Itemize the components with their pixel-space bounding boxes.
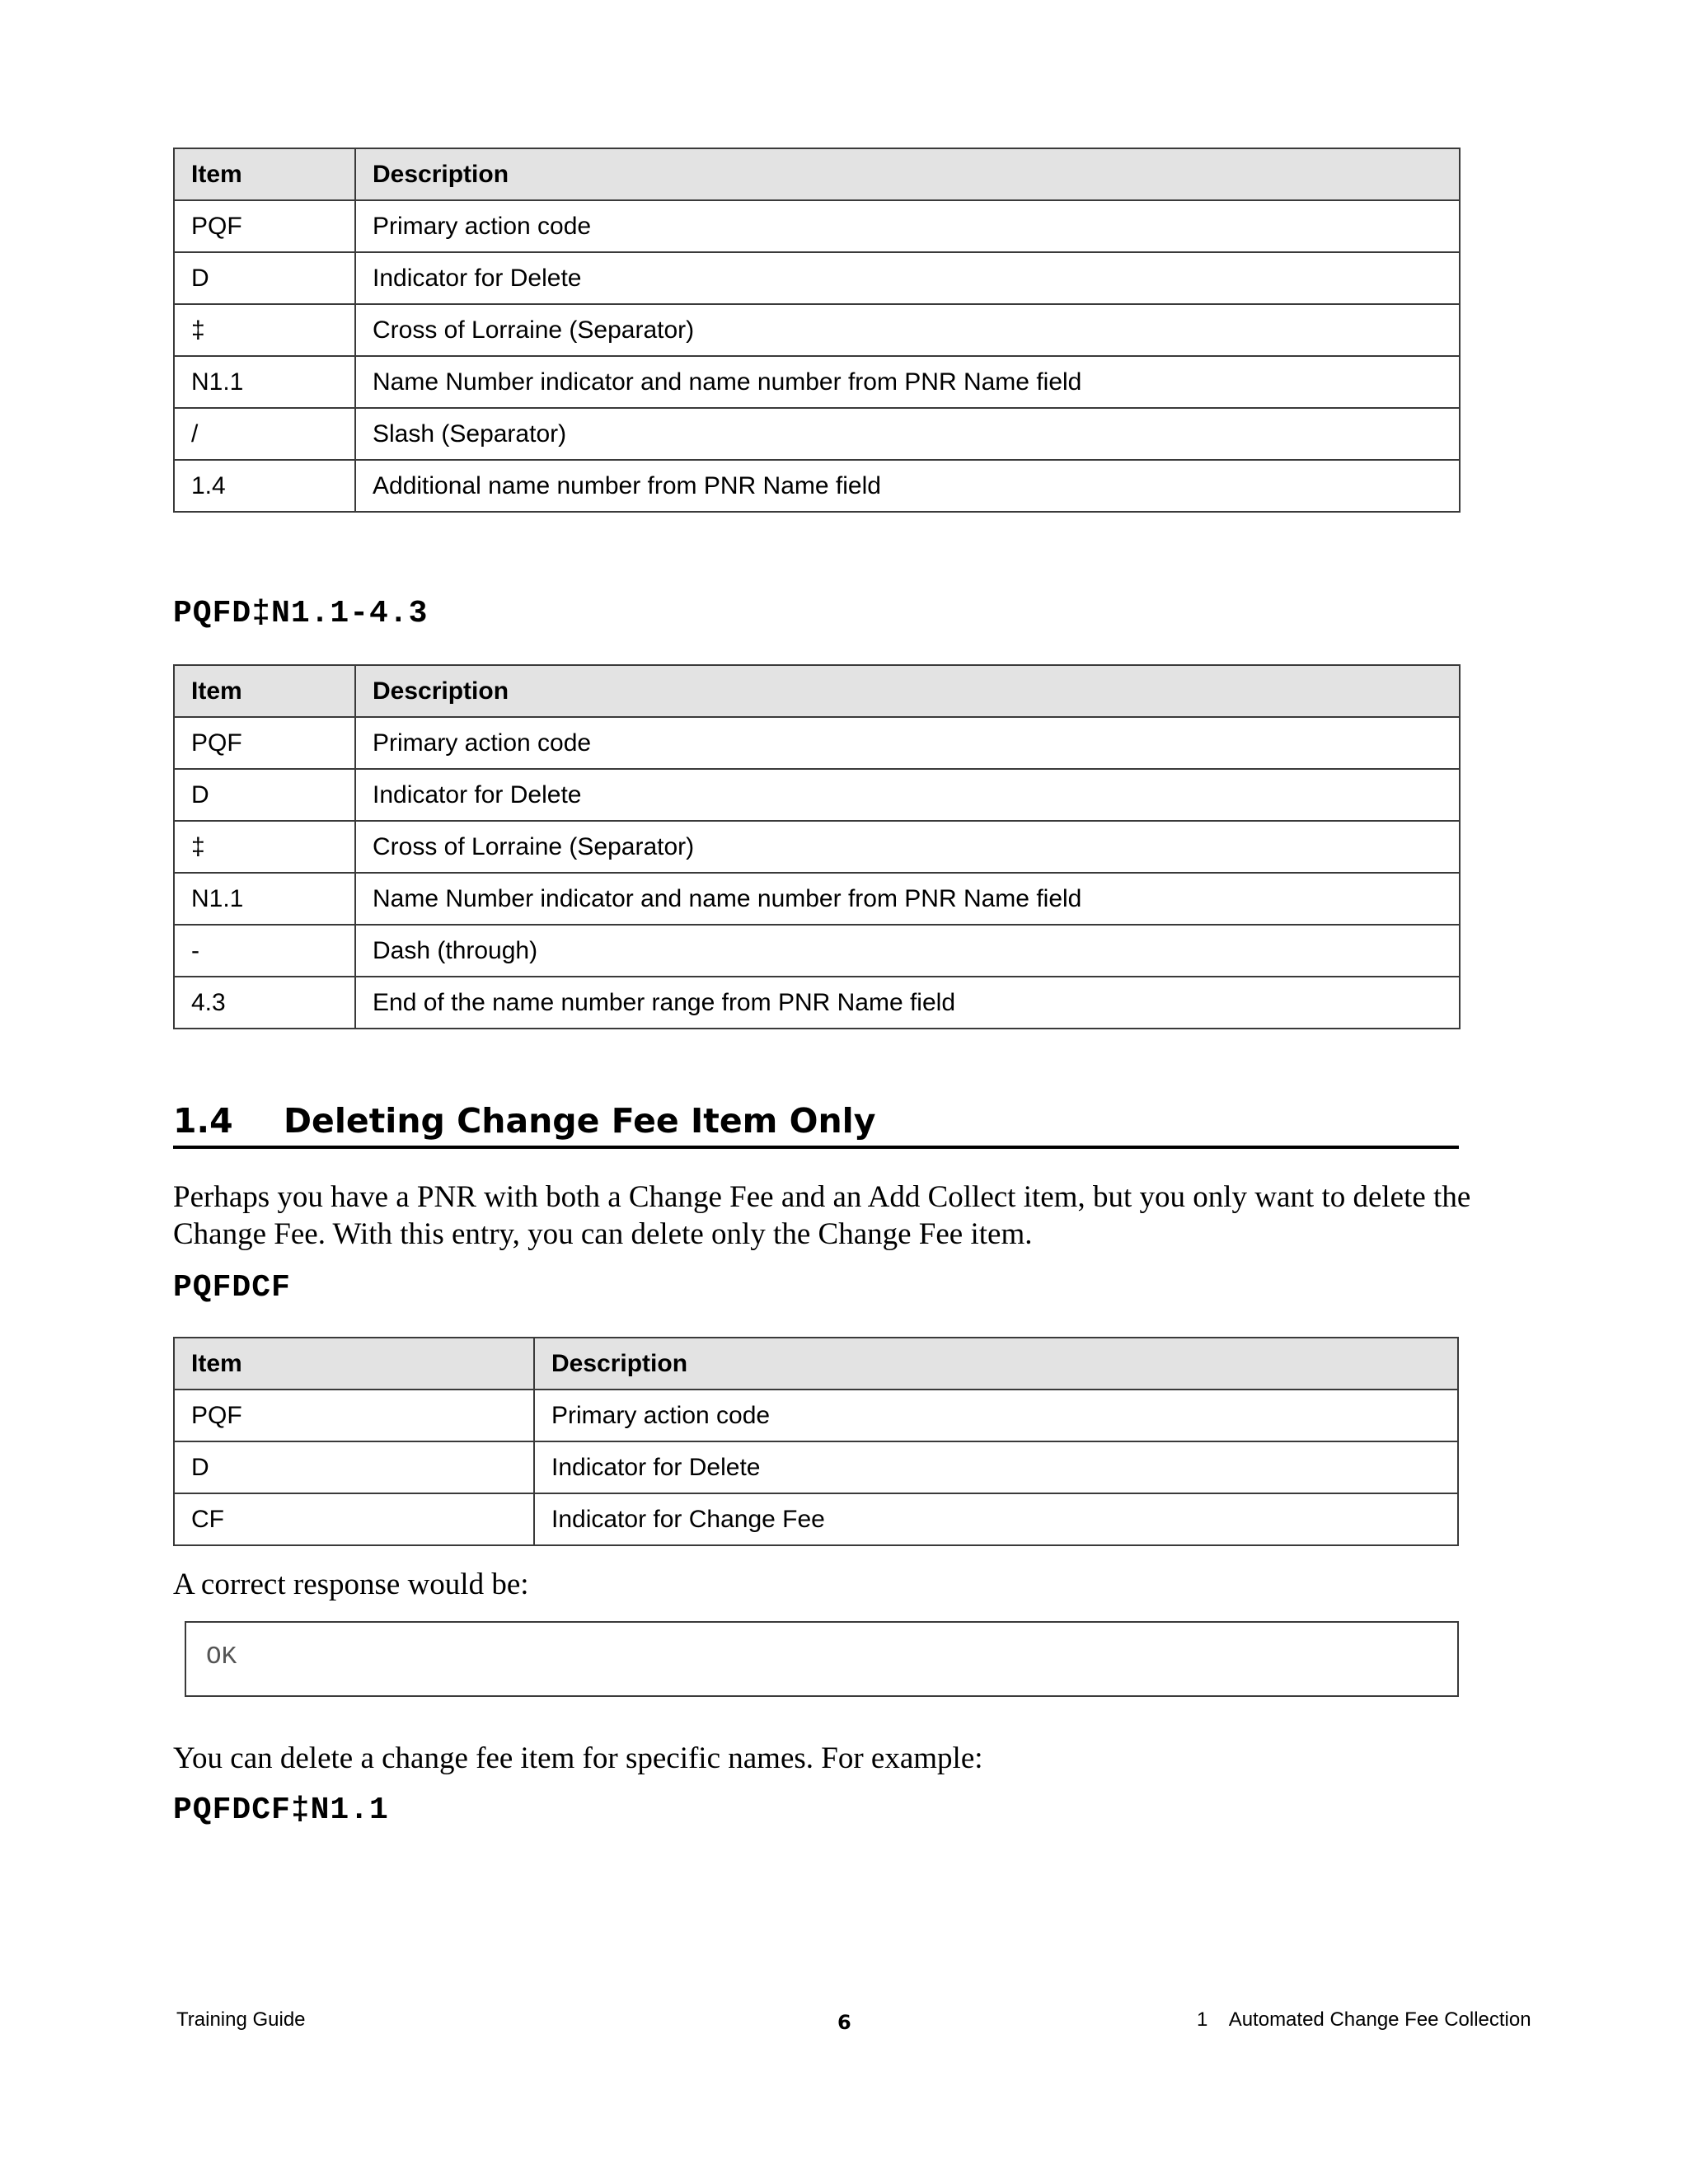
column-header-item: Item — [174, 1338, 534, 1390]
row-description: Indicator for Delete — [534, 1441, 1458, 1493]
items-table-3 — [173, 1337, 1459, 1546]
row-description: Name Number indicator and name number from PNR Name field — [355, 356, 1460, 408]
row-description: End of the name number range from PNR Name field — [355, 977, 1460, 1029]
response-label: A correct response would be: — [173, 1568, 529, 1601]
section-title: Deleting Change Fee Item Only — [284, 1101, 876, 1141]
row-item: - — [174, 925, 355, 977]
row-description: Primary action code — [534, 1390, 1458, 1441]
table-header-row — [174, 1338, 1458, 1390]
row-description: Indicator for Delete — [355, 769, 1460, 821]
table-row — [174, 460, 1460, 512]
footer-left: Training Guide — [176, 2008, 306, 2031]
specific-names-paragraph: You can delete a change fee item for specific names. For example: — [173, 1741, 983, 1775]
column-header-item: Item — [174, 148, 355, 200]
row-description: Primary action code — [355, 200, 1460, 252]
footer-page-number: 6 — [837, 2011, 851, 2034]
row-item: N1.1 — [174, 356, 355, 408]
row-item: D — [174, 769, 355, 821]
table-row — [174, 769, 1460, 821]
row-description: Cross of Lorraine (Separator) — [355, 821, 1460, 873]
response-output-box — [185, 1621, 1459, 1697]
row-description: Slash (Separator) — [355, 408, 1460, 460]
section-number: 1.4 — [173, 1101, 233, 1141]
table-row — [174, 925, 1460, 977]
table-row — [174, 821, 1460, 873]
response-text: OK — [206, 1643, 237, 1671]
table-row — [174, 408, 1460, 460]
table-row — [174, 304, 1460, 356]
table-header-row — [174, 665, 1460, 717]
section-heading — [173, 1093, 1459, 1149]
row-description: Additional name number from PNR Name field — [355, 460, 1460, 512]
row-item: PQF — [174, 200, 355, 252]
entry-format-range: PQFD‡N1.1-4.3 — [173, 596, 429, 631]
table-row — [174, 977, 1460, 1029]
row-item: 1.4 — [174, 460, 355, 512]
table-row — [174, 200, 1460, 252]
row-item: 4.3 — [174, 977, 355, 1029]
row-description: Dash (through) — [355, 925, 1460, 977]
column-header-description: Description — [355, 148, 1460, 200]
table-row — [174, 356, 1460, 408]
row-description: Cross of Lorraine (Separator) — [355, 304, 1460, 356]
row-item: ‡ — [174, 821, 355, 873]
entry-format-change-fee: PQFDCF — [173, 1270, 291, 1305]
row-description: Indicator for Change Fee — [534, 1493, 1458, 1545]
table-row — [174, 1493, 1458, 1545]
table-header-row — [174, 148, 1460, 200]
entry-format-specific-name: PQFDCF‡N1.1 — [173, 1793, 389, 1828]
table-row — [174, 873, 1460, 925]
row-description: Primary action code — [355, 717, 1460, 769]
row-description: Name Number indicator and name number from PNR Name field — [355, 873, 1460, 925]
column-header-description: Description — [355, 665, 1460, 717]
intro-paragraph: Perhaps you have a PNR with both a Change Fee and an Add Collect item, but you only want to delete the Change Fee. With this entry, you can delete only the Change Fee item. — [173, 1180, 1471, 1251]
table-row — [174, 717, 1460, 769]
row-item: N1.1 — [174, 873, 355, 925]
items-table-2 — [173, 664, 1461, 1029]
row-item: CF — [174, 1493, 534, 1545]
row-item: PQF — [174, 717, 355, 769]
row-item: D — [174, 1441, 534, 1493]
footer-right: 1 Automated Change Fee Collection — [1197, 2008, 1531, 2031]
table-row — [174, 1441, 1458, 1493]
table-row — [174, 252, 1460, 304]
column-header-description: Description — [534, 1338, 1458, 1390]
column-header-item: Item — [174, 665, 355, 717]
row-description: Indicator for Delete — [355, 252, 1460, 304]
row-item: PQF — [174, 1390, 534, 1441]
row-item: / — [174, 408, 355, 460]
row-item: D — [174, 252, 355, 304]
table-row — [174, 1390, 1458, 1441]
row-item: ‡ — [174, 304, 355, 356]
items-table-1 — [173, 148, 1461, 513]
